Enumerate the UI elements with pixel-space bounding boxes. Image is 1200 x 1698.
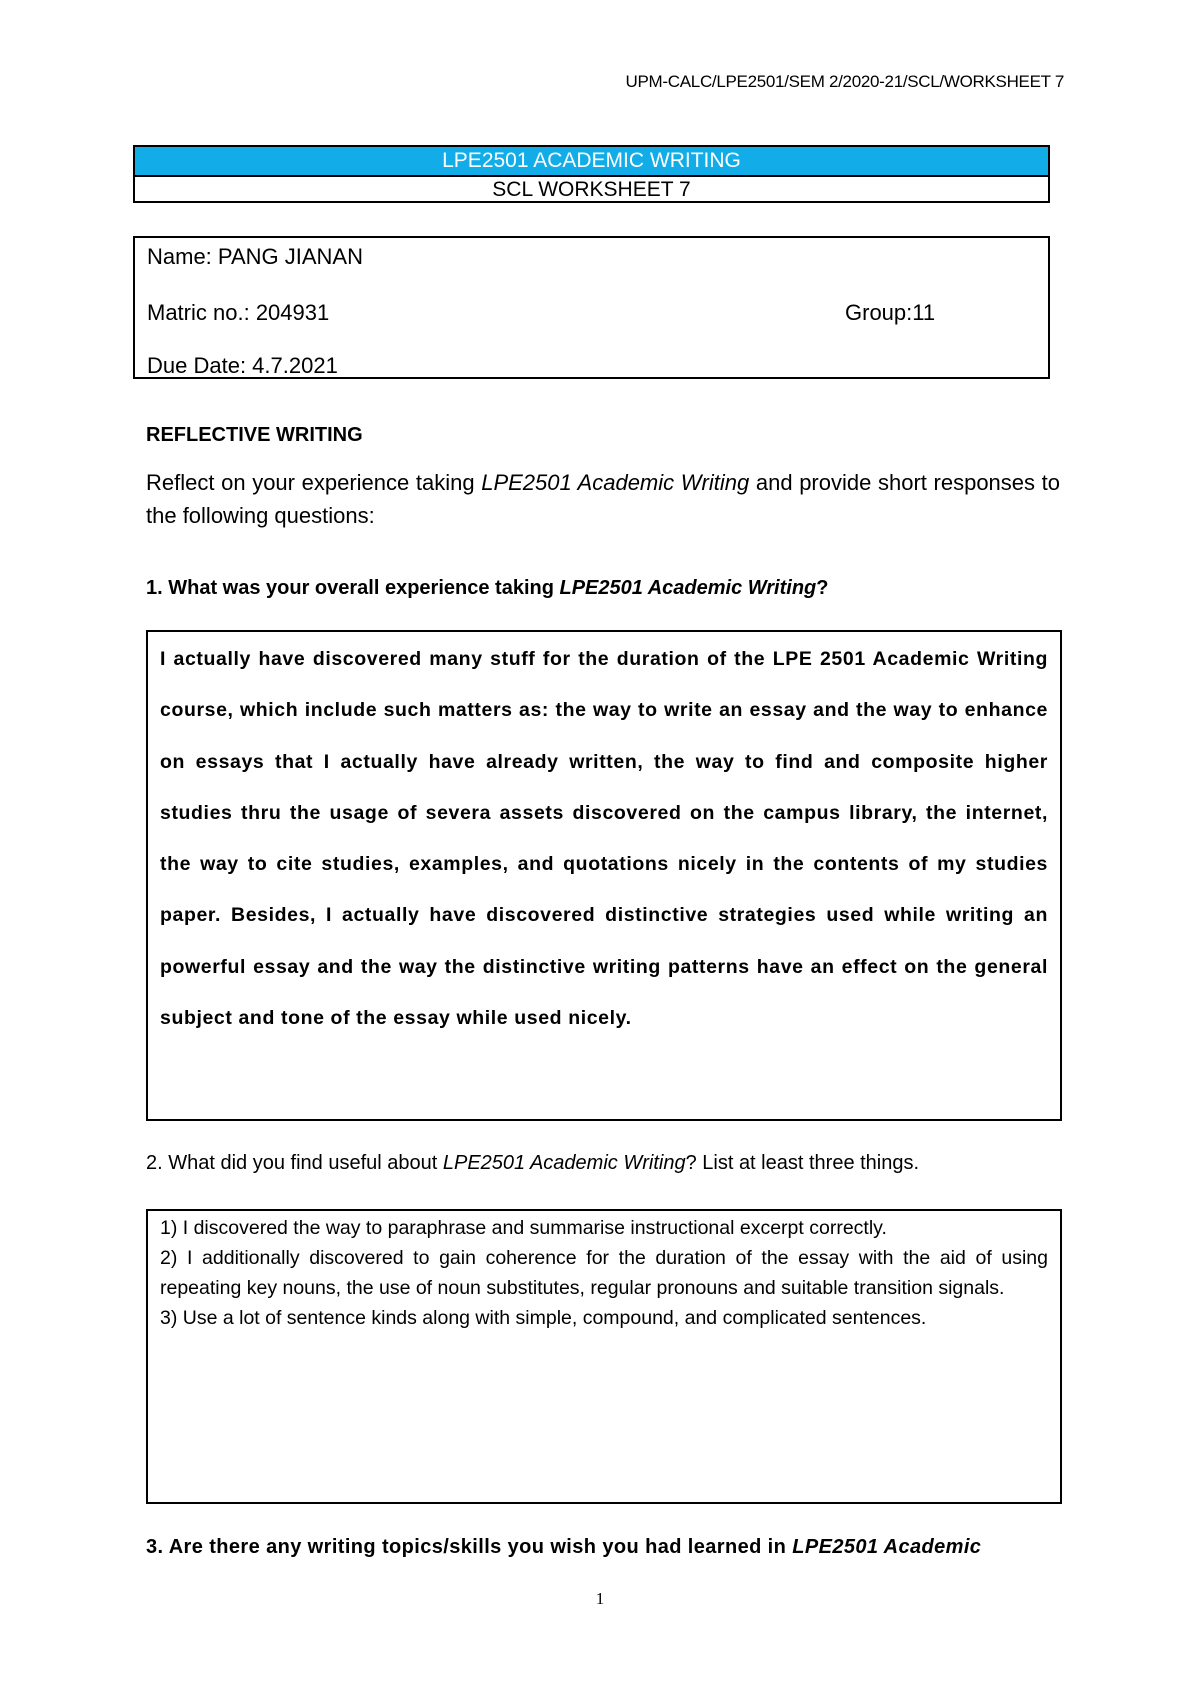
question-3: 3. Are there any writing topics/skills you wish you had learned in LPE2501 Academic [146, 1536, 982, 1558]
answer-1-text: I actually have discovered many stuff for the duration of the LPE 2501 Academic Writing course, which include such matters as: the way to write an essay and the way to enhance on essays that I actually have already written, the way to find and composite higher studies thru the usage of severa assets discovered on the campus library, the internet, the way to cite studies, examples, and quotations nicely in the contents of my studies paper. Besides, I actually have discovered distinctive strategies used while writing an powerful essay and the way the distinctive writing patterns have an effect on the general subject and tone of the essay while used nicely. [160, 648, 1048, 1030]
course-name: LPE2501 Academic [792, 1536, 982, 1558]
document-code-header: UPM-CALC/LPE2501/SEM 2/2020-21/SCL/WORKSHEET 7 [625, 72, 1064, 91]
course-title: LPE2501 ACADEMIC WRITING [135, 147, 1048, 177]
name-row [147, 244, 363, 270]
course-name: LPE2501 Academic Writing [559, 577, 817, 599]
matric-row [147, 300, 329, 326]
name-label: Name: [147, 244, 218, 269]
due-date-row [147, 353, 338, 379]
group-label: Group: [845, 300, 913, 325]
matric-value: 204931 [255, 300, 330, 325]
answer-2-box [146, 1209, 1062, 1504]
page-number: 1 [595, 1589, 605, 1608]
worksheet-title: SCL WORKSHEET 7 [492, 178, 691, 201]
due-date-label: Due Date: [147, 353, 253, 378]
course-name: LPE2501 Academic Writing [442, 1152, 686, 1174]
section-heading: REFLECTIVE WRITING [146, 424, 363, 446]
answer-2-item: 1) I discovered the way to paraphrase and summarise instructional excerpt correctly. [160, 1217, 887, 1239]
group-row [845, 300, 935, 326]
answer-1-box [146, 630, 1062, 1121]
due-date-value: 4.7.2021 [252, 353, 338, 378]
student-info-box [133, 236, 1050, 379]
answer-2-item: 2) I additionally discovered to gain coherence for the duration of the essay with the aid of using repeating key nouns, the use of noun substitutes, regular pronouns and suitable transition signals. [160, 1247, 1048, 1299]
title-box [133, 145, 1050, 203]
question-2: 2. What did you find useful about LPE2501 Academic Writing? List at least three things. [146, 1152, 920, 1174]
name-value: PANG JIANAN [217, 244, 363, 269]
answer-2-item: 3) Use a lot of sentence kinds along with simple, compound, and complicated sentences. [160, 1307, 927, 1329]
instructions: Reflect on your experience taking LPE2501 Academic Writing and provide short responses to the following questions: [146, 470, 1060, 528]
matric-label: Matric no.: [147, 300, 256, 325]
group-value: 11 [912, 300, 936, 325]
question-1: 1. What was your overall experience taking LPE2501 Academic Writing? [146, 577, 829, 599]
course-name: LPE2501 Academic Writing [481, 470, 750, 495]
